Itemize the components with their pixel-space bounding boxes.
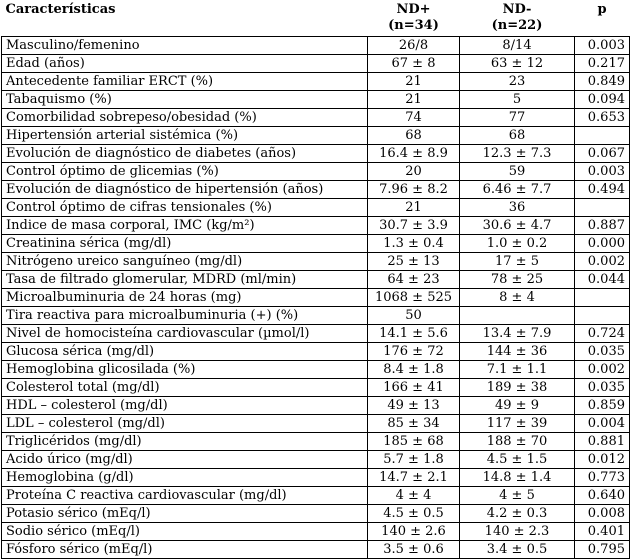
cell-nd-plus: 185 ± 68 (368, 432, 460, 450)
cell-p-value: 0.773 (575, 468, 630, 486)
cell-p-value: 0.004 (575, 414, 630, 432)
cell-characteristic: Evolución de diagnóstico de hipertensión (años) (2, 180, 368, 198)
cell-p-value: 0.094 (575, 90, 630, 108)
cell-p-value (575, 126, 630, 144)
table-row (2, 468, 630, 486)
cell-nd-minus: 4.5 ± 1.5 (460, 450, 575, 468)
cell-nd-plus: 166 ± 41 (368, 378, 460, 396)
cell-characteristic: Potasio sérico (mEq/l) (2, 504, 368, 522)
cell-nd-minus: 68 (460, 126, 575, 144)
cell-characteristic: Nitrógeno ureico sanguíneo (mg/dl) (2, 252, 368, 270)
cell-nd-plus: 5.7 ± 1.8 (368, 450, 460, 468)
cell-nd-minus: 3.4 ± 0.5 (460, 540, 575, 558)
cell-nd-minus: 7.1 ± 1.1 (460, 360, 575, 378)
cell-nd-minus: 17 ± 5 (460, 252, 575, 270)
table-row (2, 360, 630, 378)
table-row (2, 126, 630, 144)
cell-nd-minus: 12.3 ± 7.3 (460, 144, 575, 162)
cell-nd-plus: 1068 ± 525 (368, 288, 460, 306)
cell-p-value (575, 198, 630, 216)
cell-nd-minus: 140 ± 2.3 (460, 522, 575, 540)
cell-p-value: 0.795 (575, 540, 630, 558)
cell-nd-plus: 49 ± 13 (368, 396, 460, 414)
header-nd-plus (368, 0, 460, 36)
cell-nd-minus: 6.46 ± 7.7 (460, 180, 575, 198)
cell-p-value: 0.401 (575, 522, 630, 540)
cell-nd-plus: 74 (368, 108, 460, 126)
cell-nd-plus: 4 ± 4 (368, 486, 460, 504)
table-row (2, 36, 630, 54)
cell-nd-minus: 188 ± 70 (460, 432, 575, 450)
cell-p-value: 0.859 (575, 396, 630, 414)
cell-nd-plus: 68 (368, 126, 460, 144)
cell-nd-minus: 30.6 ± 4.7 (460, 216, 575, 234)
table-row (2, 162, 630, 180)
table-row (2, 54, 630, 72)
cell-nd-minus: 117 ± 39 (460, 414, 575, 432)
cell-nd-minus: 5 (460, 90, 575, 108)
cell-p-value: 0.881 (575, 432, 630, 450)
cell-characteristic: Masculino/femenino (2, 36, 368, 54)
cell-characteristic: Acido úrico (mg/dl) (2, 450, 368, 468)
cell-characteristic: Hemoglobina glicosilada (%) (2, 360, 368, 378)
cell-nd-plus: 50 (368, 306, 460, 324)
cell-nd-plus: 140 ± 2.6 (368, 522, 460, 540)
table-row (2, 378, 630, 396)
table-row (2, 306, 630, 324)
cell-nd-minus: 49 ± 9 (460, 396, 575, 414)
cell-nd-plus: 21 (368, 90, 460, 108)
cell-characteristic: Comorbilidad sobrepeso/obesidad (%) (2, 108, 368, 126)
cell-characteristic: Tasa de filtrado glomerular, MDRD (ml/min) (2, 270, 368, 288)
cell-characteristic: Proteína C reactiva cardiovascular (mg/dl) (2, 486, 368, 504)
cell-characteristic: Hemoglobina (g/dl) (2, 468, 368, 486)
cell-p-value: 0.002 (575, 360, 630, 378)
cell-nd-plus: 64 ± 23 (368, 270, 460, 288)
cell-characteristic: Control óptimo de glicemias (%) (2, 162, 368, 180)
table-row (2, 198, 630, 216)
cell-characteristic: Creatinina sérica (mg/dl) (2, 234, 368, 252)
table-row (2, 486, 630, 504)
cell-p-value: 0.887 (575, 216, 630, 234)
cell-p-value: 0.003 (575, 36, 630, 54)
table-row (2, 396, 630, 414)
cell-nd-plus: 26/8 (368, 36, 460, 54)
cell-p-value: 0.008 (575, 504, 630, 522)
cell-nd-plus: 67 ± 8 (368, 54, 460, 72)
table-row (2, 522, 630, 540)
cell-nd-plus: 85 ± 34 (368, 414, 460, 432)
cell-nd-plus: 7.96 ± 8.2 (368, 180, 460, 198)
cell-nd-plus: 3.5 ± 0.6 (368, 540, 460, 558)
cell-nd-plus: 16.4 ± 8.9 (368, 144, 460, 162)
cell-p-value (575, 306, 630, 324)
table-row (2, 180, 630, 198)
table-row (2, 450, 630, 468)
cell-nd-minus: 189 ± 38 (460, 378, 575, 396)
header-nd-minus-n: (n=22) (491, 18, 543, 33)
cell-p-value: 0.002 (575, 252, 630, 270)
table-row (2, 108, 630, 126)
header-nd-plus-n: (n=34) (388, 18, 439, 33)
cell-p-value: 0.012 (575, 450, 630, 468)
cell-nd-minus: 59 (460, 162, 575, 180)
cell-p-value: 0.217 (575, 54, 630, 72)
cell-characteristic: Glucosa sérica (mg/dl) (2, 342, 368, 360)
cell-nd-minus (460, 306, 575, 324)
table-row (2, 234, 630, 252)
table-row (2, 144, 630, 162)
table-row (2, 324, 630, 342)
table-row (2, 288, 630, 306)
table-header-row (2, 0, 630, 36)
cell-p-value (575, 288, 630, 306)
cell-characteristic: Evolución de diagnóstico de diabetes (años) (2, 144, 368, 162)
cell-characteristic: Control óptimo de cifras tensionales (%) (2, 198, 368, 216)
table-row (2, 432, 630, 450)
cell-nd-plus: 4.5 ± 0.5 (368, 504, 460, 522)
table-row (2, 90, 630, 108)
cell-nd-minus: 8 ± 4 (460, 288, 575, 306)
cell-nd-minus: 63 ± 12 (460, 54, 575, 72)
cell-p-value: 0.003 (575, 162, 630, 180)
cell-nd-plus: 25 ± 13 (368, 252, 460, 270)
cell-characteristic: Fósforo sérico (mEq/l) (2, 540, 368, 558)
cell-nd-minus: 14.8 ± 1.4 (460, 468, 575, 486)
cell-p-value: 0.640 (575, 486, 630, 504)
table-row (2, 504, 630, 522)
header-characteristics: Características (2, 0, 368, 36)
cell-nd-plus: 20 (368, 162, 460, 180)
table-row (2, 216, 630, 234)
cell-nd-minus: 77 (460, 108, 575, 126)
table-row (2, 270, 630, 288)
header-nd-minus-label: ND- (502, 2, 532, 17)
cell-p-value: 0.653 (575, 108, 630, 126)
cell-characteristic: Microalbuminuria de 24 horas (mg) (2, 288, 368, 306)
cell-nd-minus: 4.2 ± 0.3 (460, 504, 575, 522)
cell-characteristic: Tira reactiva para microalbuminuria (+) (%) (2, 306, 368, 324)
characteristics-table-container (1, 0, 629, 559)
cell-nd-plus: 14.7 ± 2.1 (368, 468, 460, 486)
cell-characteristic: Sodio sérico (mEq/l) (2, 522, 368, 540)
cell-p-value: 0.044 (575, 270, 630, 288)
cell-p-value: 0.035 (575, 378, 630, 396)
cell-p-value: 0.000 (575, 234, 630, 252)
table-row (2, 252, 630, 270)
header-nd-plus-label: ND+ (396, 2, 431, 17)
cell-nd-plus: 21 (368, 72, 460, 90)
cell-p-value: 0.724 (575, 324, 630, 342)
cell-characteristic: LDL – colesterol (mg/dl) (2, 414, 368, 432)
cell-characteristic: Tabaquismo (%) (2, 90, 368, 108)
cell-nd-plus: 176 ± 72 (368, 342, 460, 360)
cell-nd-plus: 21 (368, 198, 460, 216)
cell-nd-plus: 8.4 ± 1.8 (368, 360, 460, 378)
header-p-value: p (575, 0, 630, 36)
cell-characteristic: Antecedente familiar ERCT (%) (2, 72, 368, 90)
cell-nd-minus: 4 ± 5 (460, 486, 575, 504)
cell-characteristic: Edad (años) (2, 54, 368, 72)
cell-nd-minus: 144 ± 36 (460, 342, 575, 360)
table-row (2, 414, 630, 432)
cell-characteristic: Indice de masa corporal, IMC (kg/m²) (2, 216, 368, 234)
cell-nd-plus: 14.1 ± 5.6 (368, 324, 460, 342)
cell-p-value: 0.067 (575, 144, 630, 162)
table-body (2, 36, 630, 558)
cell-characteristic: HDL – colesterol (mg/dl) (2, 396, 368, 414)
table-row (2, 342, 630, 360)
cell-nd-minus: 1.0 ± 0.2 (460, 234, 575, 252)
cell-p-value: 0.849 (575, 72, 630, 90)
cell-nd-minus: 78 ± 25 (460, 270, 575, 288)
cell-nd-minus: 8/14 (460, 36, 575, 54)
cell-characteristic: Colesterol total (mg/dl) (2, 378, 368, 396)
cell-p-value: 0.494 (575, 180, 630, 198)
characteristics-table (1, 0, 630, 559)
table-row (2, 540, 630, 558)
cell-characteristic: Hipertensión arterial sistémica (%) (2, 126, 368, 144)
table-row (2, 72, 630, 90)
cell-nd-plus: 30.7 ± 3.9 (368, 216, 460, 234)
cell-nd-minus: 13.4 ± 7.9 (460, 324, 575, 342)
cell-nd-minus: 23 (460, 72, 575, 90)
cell-p-value: 0.035 (575, 342, 630, 360)
cell-characteristic: Triglicéridos (mg/dl) (2, 432, 368, 450)
cell-characteristic: Nivel de homocisteína cardiovascular (µmol/l) (2, 324, 368, 342)
cell-nd-plus: 1.3 ± 0.4 (368, 234, 460, 252)
cell-nd-minus: 36 (460, 198, 575, 216)
header-nd-minus (460, 0, 575, 36)
